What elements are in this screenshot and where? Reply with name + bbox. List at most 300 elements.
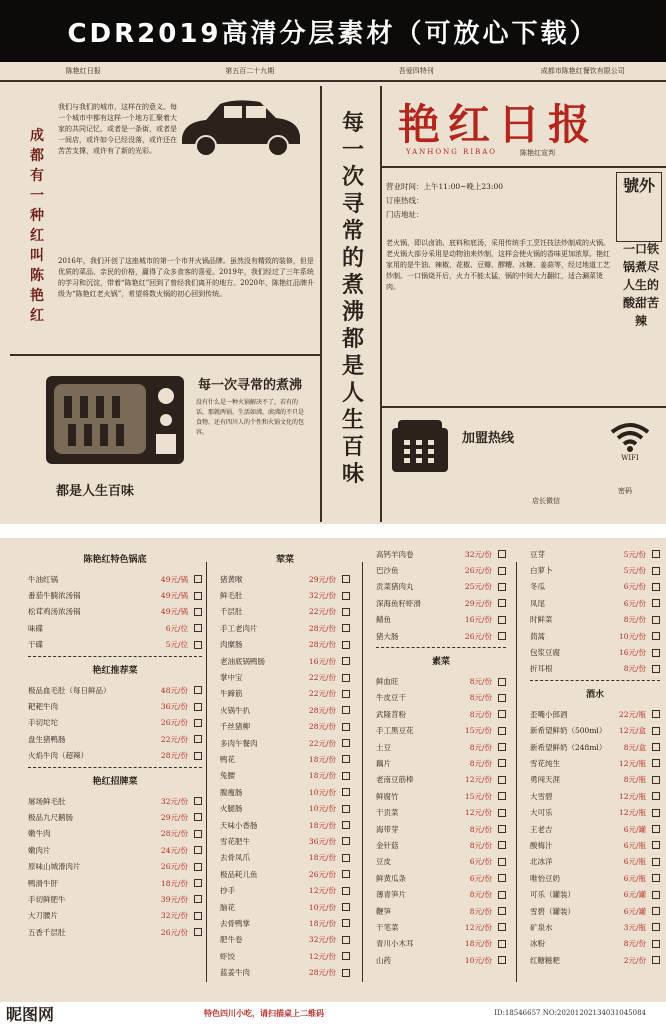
menu-item-name: 鸭花: [220, 754, 278, 765]
vertical-headline: 每一次寻常的煮沸都是人生百味: [333, 110, 373, 488]
order-checkbox[interactable]: [652, 891, 660, 899]
menu-item-price: 6元/份: [434, 873, 492, 884]
menu-item[interactable]: [376, 919, 506, 935]
menu-item-price: 16元/份: [278, 656, 336, 667]
menu-item[interactable]: [28, 924, 202, 940]
order-checkbox[interactable]: [342, 870, 350, 878]
order-checkbox[interactable]: [652, 583, 660, 591]
menu-item-price: 6元/份: [434, 856, 492, 867]
order-checkbox[interactable]: [498, 583, 506, 591]
order-checkbox[interactable]: [342, 608, 350, 616]
menu-item[interactable]: [28, 731, 202, 747]
menu-item-price: 22元/份: [278, 606, 336, 617]
menu-item[interactable]: [376, 952, 506, 968]
footer-tagline: 特色四川小吃，请扫描桌上二维码: [204, 1008, 324, 1019]
order-checkbox[interactable]: [652, 874, 660, 882]
menu-item-price: 12元/瓶: [588, 807, 646, 818]
menu-item-price: 10元/份: [278, 787, 336, 798]
order-checkbox[interactable]: [194, 797, 202, 805]
menu-item[interactable]: [530, 936, 660, 952]
menu-item-name: 巴沙鱼: [376, 565, 434, 576]
order-checkbox[interactable]: [194, 592, 202, 600]
order-checkbox[interactable]: [652, 956, 660, 964]
order-checkbox[interactable]: [342, 706, 350, 714]
menu-item[interactable]: [376, 612, 506, 628]
order-checkbox[interactable]: [194, 928, 202, 936]
menu-item[interactable]: [28, 826, 202, 842]
menu-item-price: 49元/锅: [130, 574, 188, 585]
address: 门店地址：: [386, 208, 626, 222]
order-checkbox[interactable]: [342, 919, 350, 927]
menu-item-name: 折耳根: [530, 663, 588, 674]
menu-item-name: 深海鱼籽虾滑: [376, 598, 434, 609]
order-checkbox[interactable]: [342, 690, 350, 698]
menu-item[interactable]: [530, 854, 660, 870]
order-checkbox[interactable]: [498, 874, 506, 882]
menu-item[interactable]: [220, 800, 350, 816]
menu-item[interactable]: [376, 755, 506, 771]
menu-item-name: 山药: [376, 955, 434, 966]
section-divider: [28, 656, 202, 657]
menu-item-price: 26元/份: [434, 631, 492, 642]
menu-item[interactable]: [530, 723, 660, 739]
order-checkbox[interactable]: [652, 923, 660, 931]
order-checkbox[interactable]: [342, 674, 350, 682]
menu-item[interactable]: [220, 768, 350, 784]
order-checkbox[interactable]: [194, 895, 202, 903]
menu-item[interactable]: [376, 690, 506, 706]
menu-item[interactable]: [28, 604, 202, 620]
menu-item-price: 8元/份: [434, 840, 492, 851]
menu-item[interactable]: [376, 804, 506, 820]
menu-item-name: 松茸鸡汤浓汤锅: [28, 606, 130, 617]
menu-item[interactable]: [530, 886, 660, 902]
menu-item-name: 天味小香肠: [220, 820, 278, 831]
menu-item-name: 鲭鱼: [376, 614, 434, 625]
order-checkbox[interactable]: [342, 969, 350, 977]
menu-item-price: 8元/份: [588, 663, 646, 674]
menu-item[interactable]: [376, 579, 506, 595]
menu-item-price: 28元/份: [130, 828, 188, 839]
menu-item[interactable]: [28, 682, 202, 698]
menu-item-name: 武隆苕粉: [376, 709, 434, 720]
menu-item[interactable]: [530, 595, 660, 611]
menu-item[interactable]: [530, 788, 660, 804]
menu-item[interactable]: [530, 870, 660, 886]
order-checkbox[interactable]: [652, 743, 660, 751]
menu-item[interactable]: [28, 809, 202, 825]
menu-item[interactable]: [28, 748, 202, 764]
menu-item[interactable]: [220, 719, 350, 735]
menu-item-name: 青川小木耳: [376, 938, 434, 949]
menu-item[interactable]: [220, 702, 350, 718]
menu-item-price: 10元/份: [588, 631, 646, 642]
order-checkbox[interactable]: [194, 879, 202, 887]
order-checkbox[interactable]: [498, 940, 506, 948]
menu-item-name: 老油底锅鸭肠: [220, 656, 278, 667]
menu-item-price: 5元/位: [130, 639, 188, 650]
order-checkbox[interactable]: [652, 858, 660, 866]
order-checkbox[interactable]: [498, 759, 506, 767]
menu-item-name: 大刀腰片: [28, 910, 130, 921]
menu-item[interactable]: [220, 620, 350, 636]
tv-caption: 都是人生百味: [56, 480, 134, 499]
menu-item-price: 28元/份: [278, 705, 336, 716]
menu-item-name: 鞭笋: [376, 906, 434, 917]
order-checkbox[interactable]: [194, 703, 202, 711]
menu-item-price: 16元/份: [588, 647, 646, 658]
menu-item[interactable]: [376, 788, 506, 804]
menu-item-price: 12元/盒: [606, 725, 646, 736]
order-checkbox[interactable]: [194, 624, 202, 632]
menu-item-name: 干贡菜: [376, 807, 434, 818]
order-checkbox[interactable]: [342, 624, 350, 632]
menu-item[interactable]: [28, 587, 202, 603]
menu-item-name: 鲜腐竹: [376, 791, 434, 802]
menu-item[interactable]: [220, 882, 350, 898]
menu-item-price: 8元/份: [434, 692, 492, 703]
order-checkbox[interactable]: [342, 641, 350, 649]
menu-item[interactable]: [28, 858, 202, 874]
order-checkbox[interactable]: [498, 825, 506, 833]
order-checkbox[interactable]: [652, 841, 660, 849]
menu-item[interactable]: [220, 587, 350, 603]
order-checkbox[interactable]: [652, 759, 660, 767]
menu-item-price: 12元/份: [434, 922, 492, 933]
order-checkbox[interactable]: [652, 616, 660, 624]
menu-item-price: 6元/罐: [588, 906, 646, 917]
menu-item-name: 番茄牛腩浓汤锅: [28, 590, 130, 601]
order-checkbox[interactable]: [498, 923, 506, 931]
menu-item-name: 高钙羊肉卷: [376, 549, 434, 560]
menu-item[interactable]: [376, 628, 506, 644]
menu-item[interactable]: [220, 964, 350, 980]
menu-section-title: 素菜: [376, 654, 506, 667]
menu-item[interactable]: [220, 604, 350, 620]
menu-item-name: 多肉午餐肉: [220, 738, 278, 749]
menu-item[interactable]: [376, 772, 506, 788]
menu-item[interactable]: [28, 908, 202, 924]
menu-item-name: 嫩肉片: [28, 845, 130, 856]
order-checkbox[interactable]: [342, 887, 350, 895]
menu-item-price: 26元/份: [130, 927, 188, 938]
order-checkbox[interactable]: [652, 940, 660, 948]
menu-item-price: 6元/瓶: [588, 856, 646, 867]
menu-item[interactable]: [28, 793, 202, 809]
menu-item-price: 12元/份: [278, 885, 336, 896]
order-checkbox[interactable]: [194, 686, 202, 694]
vintage-car-icon: [176, 92, 306, 162]
menu-item-name: 土豆: [376, 742, 434, 753]
menu-item[interactable]: [530, 644, 660, 660]
order-checkbox[interactable]: [498, 743, 506, 751]
menu-item[interactable]: [530, 821, 660, 837]
order-checkbox[interactable]: [194, 575, 202, 583]
order-checkbox[interactable]: [498, 694, 506, 702]
order-checkbox[interactable]: [652, 710, 660, 718]
order-checkbox[interactable]: [652, 550, 660, 558]
menu-item-name: 掌中宝: [220, 672, 278, 683]
order-checkbox[interactable]: [342, 805, 350, 813]
order-checkbox[interactable]: [498, 858, 506, 866]
menu-item[interactable]: [28, 571, 202, 587]
menu-item[interactable]: [530, 546, 660, 562]
order-checkbox[interactable]: [194, 719, 202, 727]
menu-item[interactable]: [530, 919, 660, 935]
menu-section-title: 艳红招牌菜: [28, 774, 202, 787]
order-checkbox[interactable]: [498, 907, 506, 915]
order-checkbox[interactable]: [652, 632, 660, 640]
menu-item-price: 15元/份: [434, 725, 492, 736]
menu-item-name: 肉糜肠: [220, 639, 278, 650]
menu-item-price: 8元/份: [434, 742, 492, 753]
section-divider: [28, 767, 202, 768]
order-checkbox[interactable]: [498, 678, 506, 686]
order-checkbox[interactable]: [652, 907, 660, 915]
order-checkbox[interactable]: [194, 752, 202, 760]
order-checkbox[interactable]: [498, 727, 506, 735]
menu-item[interactable]: [530, 755, 660, 771]
menu-item-name: 雪碧（罐装）: [530, 906, 588, 917]
menu-item[interactable]: [220, 735, 350, 751]
menu-item-name: 火焰牛肉（超辣）: [28, 750, 130, 761]
order-checkbox[interactable]: [498, 956, 506, 964]
menu-item[interactable]: [376, 886, 506, 902]
menu-item[interactable]: [530, 952, 660, 968]
masthead-item: 第五百二十九期: [167, 66, 334, 76]
menu-item[interactable]: [220, 833, 350, 849]
order-checkbox[interactable]: [342, 837, 350, 845]
menu-item-price: 32元/份: [278, 590, 336, 601]
menu-item[interactable]: [376, 706, 506, 722]
order-checkbox[interactable]: [194, 813, 202, 821]
order-checkbox[interactable]: [342, 788, 350, 796]
menu-item-price: 6元/份: [588, 598, 646, 609]
menu-item-name: 五香千层肚: [28, 927, 130, 938]
menu-item[interactable]: [530, 661, 660, 677]
order-checkbox[interactable]: [652, 809, 660, 817]
menu-item[interactable]: [530, 706, 660, 722]
divider: [206, 562, 207, 982]
order-checkbox[interactable]: [652, 792, 660, 800]
menu-item[interactable]: [220, 751, 350, 767]
menu-item[interactable]: [376, 837, 506, 853]
order-checkbox[interactable]: [342, 739, 350, 747]
menu-item-name: 矿泉水: [530, 922, 588, 933]
menu-item[interactable]: [530, 612, 660, 628]
menu-item[interactable]: [28, 698, 202, 714]
business-hours: 营业时间：上午11:00~晚上23:00: [386, 180, 626, 194]
menu-item[interactable]: [220, 932, 350, 948]
menu-item[interactable]: [220, 866, 350, 882]
menu-item[interactable]: [220, 653, 350, 669]
menu-item-price: 15元/份: [434, 791, 492, 802]
order-checkbox[interactable]: [194, 830, 202, 838]
order-checkbox[interactable]: [498, 567, 506, 575]
menu-item-name: 唯怡豆奶: [530, 873, 588, 884]
menu-item-name: 抄手: [220, 885, 278, 896]
menu-item-price: 29元/份: [278, 574, 336, 585]
menu-item[interactable]: [220, 899, 350, 915]
menu-item-name: 大雪碧: [530, 791, 588, 802]
order-checkbox[interactable]: [652, 567, 660, 575]
order-checkbox[interactable]: [498, 710, 506, 718]
menu-item[interactable]: [220, 784, 350, 800]
menu-column-1: [28, 546, 202, 940]
menu-item[interactable]: [530, 739, 660, 755]
menu-item[interactable]: [530, 903, 660, 919]
menu-item[interactable]: [28, 891, 202, 907]
menu-item[interactable]: [376, 546, 506, 562]
menu-item[interactable]: [28, 637, 202, 653]
menu-item[interactable]: [28, 842, 202, 858]
menu-item-price: 8元/份: [434, 709, 492, 720]
menu-item-price: 12元/份: [434, 774, 492, 785]
menu-item-name: 干笔菜: [376, 922, 434, 933]
menu-item[interactable]: [220, 686, 350, 702]
menu-item[interactable]: [530, 804, 660, 820]
menu-item[interactable]: [376, 821, 506, 837]
menu-item-price: 28元/份: [278, 623, 336, 634]
order-checkbox[interactable]: [342, 723, 350, 731]
order-checkbox[interactable]: [652, 649, 660, 657]
order-checkbox[interactable]: [194, 912, 202, 920]
order-checkbox[interactable]: [194, 863, 202, 871]
menu-item[interactable]: [530, 562, 660, 578]
menu-item-name: 包浆豆腐: [530, 647, 588, 658]
order-checkbox[interactable]: [342, 772, 350, 780]
order-checkbox[interactable]: [342, 821, 350, 829]
menu-item-name: 海带芽: [376, 824, 434, 835]
menu-item[interactable]: [376, 673, 506, 689]
menu-item-name: 大可乐: [530, 807, 588, 818]
menu-item[interactable]: [530, 772, 660, 788]
menu-item-price: 6元/罐: [588, 889, 646, 900]
order-checkbox[interactable]: [652, 825, 660, 833]
order-checkbox[interactable]: [498, 841, 506, 849]
order-checkbox[interactable]: [342, 755, 350, 763]
menu-item[interactable]: [376, 936, 506, 952]
menu-item[interactable]: [220, 915, 350, 931]
order-checkbox[interactable]: [342, 657, 350, 665]
newspaper-panel: [0, 62, 666, 524]
hotline: 订座热线：: [386, 194, 626, 208]
menu-item[interactable]: [376, 870, 506, 886]
order-checkbox[interactable]: [342, 952, 350, 960]
menu-column-2: [220, 546, 350, 981]
menu-item-price: 36元/份: [130, 701, 188, 712]
order-checkbox[interactable]: [194, 608, 202, 616]
retro-tv-icon: [44, 374, 186, 466]
order-checkbox[interactable]: [652, 599, 660, 607]
menu-item[interactable]: [376, 723, 506, 739]
menu-item-price: 8元/份: [434, 906, 492, 917]
wifi-password-label: 密码: [618, 486, 632, 496]
menu-item-name: 猪大肠: [376, 631, 434, 642]
menu-item[interactable]: [220, 948, 350, 964]
menu-item-price: 18元/份: [130, 878, 188, 889]
menu-item-name: 原味山城滑肉片: [28, 861, 130, 872]
menu-item-name: 腹瘦肠: [220, 787, 278, 798]
menu-item[interactable]: [376, 595, 506, 611]
menu-item-name: 牛蹄筋: [220, 688, 278, 699]
menu-item-name: 豆皮: [376, 856, 434, 867]
menu-item-name: 手切坨坨: [28, 717, 130, 728]
divider: [320, 86, 322, 522]
menu-item[interactable]: [28, 715, 202, 731]
menu-item-name: 肥牛卷: [220, 934, 278, 945]
menu-item[interactable]: [220, 850, 350, 866]
order-checkbox[interactable]: [498, 632, 506, 640]
order-checkbox[interactable]: [652, 665, 660, 673]
menu-item[interactable]: [376, 562, 506, 578]
menu-item[interactable]: [376, 854, 506, 870]
menu-item[interactable]: [530, 837, 660, 853]
menu-item[interactable]: [28, 620, 202, 636]
menu-item[interactable]: [530, 628, 660, 644]
order-checkbox[interactable]: [342, 592, 350, 600]
menu-item-name: 千丝猪柳: [220, 721, 278, 732]
menu-item[interactable]: [220, 571, 350, 587]
menu-item-price: 5元/份: [588, 549, 646, 560]
order-checkbox[interactable]: [194, 641, 202, 649]
order-checkbox[interactable]: [498, 599, 506, 607]
menu-item[interactable]: [376, 739, 506, 755]
menu-section-title: 荤菜: [220, 552, 350, 565]
menu-item-name: 时鲜菜: [530, 614, 588, 625]
order-checkbox[interactable]: [194, 846, 202, 854]
menu-item-name: 金针菇: [376, 840, 434, 851]
menu-item-name: 去骨鸭掌: [220, 918, 278, 929]
menu-item-name: 雪花肥牛: [220, 836, 278, 847]
menu-item-price: 8元/份: [434, 676, 492, 687]
order-checkbox[interactable]: [342, 854, 350, 862]
menu-item-price: 25元/份: [434, 581, 492, 592]
menu-item-price: 26元/份: [130, 717, 188, 728]
order-checkbox[interactable]: [652, 776, 660, 784]
order-checkbox[interactable]: [498, 776, 506, 784]
menu-item-name: 北冰洋: [530, 856, 588, 867]
order-checkbox[interactable]: [498, 891, 506, 899]
order-checkbox[interactable]: [498, 616, 506, 624]
menu-item[interactable]: [220, 817, 350, 833]
menu-item-price: 5元/份: [588, 565, 646, 576]
order-checkbox[interactable]: [342, 903, 350, 911]
order-checkbox[interactable]: [194, 735, 202, 743]
order-checkbox[interactable]: [498, 809, 506, 817]
order-checkbox[interactable]: [498, 550, 506, 558]
menu-item-name: 凤尾: [530, 598, 588, 609]
menu-item-price: 12元/瓶: [588, 758, 646, 769]
order-checkbox[interactable]: [342, 936, 350, 944]
menu-item[interactable]: [28, 875, 202, 891]
menu-item-name: 白萝卜: [530, 565, 588, 576]
menu-panel: [0, 538, 666, 1024]
menu-item-name: 脑花: [220, 902, 278, 913]
menu-item[interactable]: [220, 669, 350, 685]
menu-item-price: 22元/份: [278, 672, 336, 683]
menu-item[interactable]: [376, 903, 506, 919]
menu-item[interactable]: [530, 579, 660, 595]
divider: [380, 406, 666, 408]
order-checkbox[interactable]: [342, 575, 350, 583]
masthead: [0, 62, 666, 82]
menu-item[interactable]: [220, 637, 350, 653]
order-checkbox[interactable]: [498, 792, 506, 800]
order-checkbox[interactable]: [652, 727, 660, 735]
menu-item-price: 26元/份: [278, 869, 336, 880]
menu-item-name: 千层肚: [220, 606, 278, 617]
